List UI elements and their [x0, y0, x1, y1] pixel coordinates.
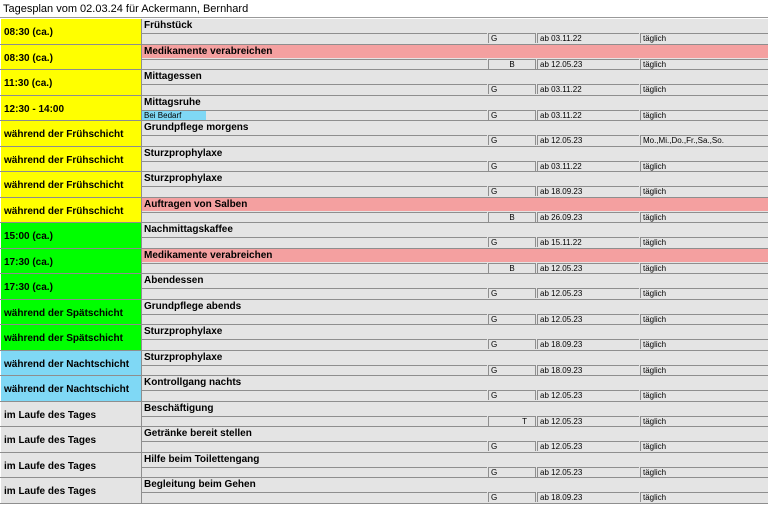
- code-cell: B: [488, 212, 536, 222]
- date-cell: ab 12.05.23: [537, 288, 639, 298]
- task-details: [142, 491, 768, 503]
- date-cell: ab 03.11.22: [537, 84, 639, 94]
- task-details: [142, 134, 768, 146]
- task-block: [142, 402, 768, 427]
- task-name: Sturzprophylaxe: [142, 147, 768, 160]
- frequency-cell: täglich: [640, 84, 768, 94]
- date-cell: ab 12.05.23: [537, 59, 639, 69]
- frequency-cell: täglich: [640, 110, 768, 120]
- time-slot: 15:00 (ca.): [1, 223, 142, 248]
- note-cell: [142, 237, 487, 247]
- note-cell: [142, 390, 487, 400]
- note-cell: [142, 135, 487, 145]
- task-block: [142, 325, 768, 350]
- task-block: [142, 45, 768, 70]
- task-details: [142, 58, 768, 70]
- task-name: Begleitung beim Gehen: [142, 478, 768, 491]
- task-details: [142, 211, 768, 223]
- code-cell: G: [488, 492, 536, 502]
- task-details: [142, 389, 768, 401]
- code-cell: G: [488, 161, 536, 171]
- date-cell: ab 12.05.23: [537, 416, 639, 426]
- task-block: [142, 453, 768, 478]
- task-block: [142, 223, 768, 248]
- task-block: [142, 300, 768, 325]
- code-cell: G: [488, 339, 536, 349]
- table-row[interactable]: [0, 249, 768, 275]
- task-name: Kontrollgang nachts: [142, 376, 768, 389]
- table-row[interactable]: [0, 402, 768, 428]
- frequency-cell: täglich: [640, 314, 768, 324]
- task-name: Sturzprophylaxe: [142, 172, 768, 185]
- code-cell: G: [488, 237, 536, 247]
- note-cell: [142, 339, 487, 349]
- task-name: Beschäftigung: [142, 402, 768, 415]
- code-cell: G: [488, 314, 536, 324]
- task-name: Nachmittagskaffee: [142, 223, 768, 236]
- table-row[interactable]: [0, 376, 768, 402]
- task-name: Abendessen: [142, 274, 768, 287]
- task-details: [142, 440, 768, 452]
- time-slot: während der Frühschicht: [1, 121, 142, 146]
- code-cell: G: [488, 288, 536, 298]
- table-row[interactable]: [0, 427, 768, 453]
- frequency-cell: täglich: [640, 416, 768, 426]
- task-details: [142, 236, 768, 248]
- date-cell: ab 03.11.22: [537, 33, 639, 43]
- task-name: Hilfe beim Toilettengang: [142, 453, 768, 466]
- table-row[interactable]: [0, 325, 768, 351]
- task-block: [142, 121, 768, 146]
- time-slot: im Laufe des Tages: [1, 453, 142, 478]
- task-details: [142, 466, 768, 478]
- frequency-cell: täglich: [640, 365, 768, 375]
- code-cell: G: [488, 467, 536, 477]
- table-row[interactable]: [0, 223, 768, 249]
- task-block: [142, 19, 768, 44]
- on-demand-badge: Bei Bedarf: [142, 111, 206, 120]
- date-cell: ab 12.05.23: [537, 263, 639, 273]
- code-cell: G: [488, 110, 536, 120]
- task-block: [142, 351, 768, 376]
- date-cell: ab 18.09.23: [537, 186, 639, 196]
- frequency-cell: täglich: [640, 288, 768, 298]
- task-block: [142, 478, 768, 503]
- task-details: [142, 313, 768, 325]
- task-block: [142, 249, 768, 274]
- task-details: [142, 415, 768, 427]
- table-row[interactable]: [0, 121, 768, 147]
- code-cell: G: [488, 33, 536, 43]
- time-slot: im Laufe des Tages: [1, 402, 142, 427]
- task-block: [142, 427, 768, 452]
- task-details: [142, 109, 768, 121]
- frequency-cell: täglich: [640, 339, 768, 349]
- task-details: [142, 83, 768, 95]
- frequency-cell: täglich: [640, 237, 768, 247]
- date-cell: ab 12.05.23: [537, 390, 639, 400]
- frequency-cell: Mo.,Mi.,Do.,Fr.,Sa.,So.: [640, 135, 768, 145]
- note-cell: [142, 492, 487, 502]
- time-slot: 08:30 (ca.): [1, 45, 142, 70]
- task-details: [142, 185, 768, 197]
- time-slot: im Laufe des Tages: [1, 478, 142, 503]
- task-name: Frühstück: [142, 19, 768, 32]
- frequency-cell: täglich: [640, 441, 768, 451]
- code-cell: G: [488, 135, 536, 145]
- code-cell: G: [488, 441, 536, 451]
- date-cell: ab 18.09.23: [537, 339, 639, 349]
- date-cell: ab 18.09.23: [537, 492, 639, 502]
- time-slot: während der Frühschicht: [1, 172, 142, 197]
- code-cell: B: [488, 59, 536, 69]
- time-slot: 17:30 (ca.): [1, 249, 142, 274]
- note-cell: [142, 110, 487, 120]
- frequency-cell: täglich: [640, 390, 768, 400]
- table-row[interactable]: [0, 351, 768, 377]
- date-cell: ab 12.05.23: [537, 314, 639, 324]
- table-row[interactable]: [0, 198, 768, 224]
- code-cell: G: [488, 365, 536, 375]
- note-cell: [142, 441, 487, 451]
- task-name: Sturzprophylaxe: [142, 351, 768, 364]
- time-slot: während der Spätschicht: [1, 300, 142, 325]
- date-cell: ab 12.05.23: [537, 467, 639, 477]
- time-slot: 17:30 (ca.): [1, 274, 142, 299]
- time-slot: im Laufe des Tages: [1, 427, 142, 452]
- task-block: [142, 198, 768, 223]
- task-name: Auftragen von Salben: [142, 198, 768, 211]
- task-block: [142, 96, 768, 121]
- task-name: Getränke bereit stellen: [142, 427, 768, 440]
- task-name: Mittagessen: [142, 70, 768, 83]
- note-cell: [142, 161, 487, 171]
- task-block: [142, 172, 768, 197]
- date-cell: ab 12.05.23: [537, 441, 639, 451]
- note-cell: [142, 59, 487, 69]
- task-block: [142, 274, 768, 299]
- task-block: [142, 70, 768, 95]
- task-name: Grundpflege morgens: [142, 121, 768, 134]
- task-details: [142, 262, 768, 274]
- date-cell: ab 03.11.22: [537, 161, 639, 171]
- window-title: Tagesplan vom 02.03.24 für Ackermann, Bernhard: [0, 0, 768, 18]
- table-row[interactable]: [0, 274, 768, 300]
- date-cell: ab 03.11.22: [537, 110, 639, 120]
- time-slot: während der Frühschicht: [1, 198, 142, 223]
- frequency-cell: täglich: [640, 33, 768, 43]
- table-row[interactable]: [0, 19, 768, 45]
- task-name: Medikamente verabreichen: [142, 249, 768, 262]
- code-cell: B: [488, 263, 536, 273]
- code-cell: G: [488, 84, 536, 94]
- table-row[interactable]: [0, 453, 768, 479]
- task-name: Grundpflege abends: [142, 300, 768, 313]
- task-block: [142, 376, 768, 401]
- task-details: [142, 364, 768, 376]
- task-details: [142, 160, 768, 172]
- note-cell: [142, 416, 487, 426]
- table-row[interactable]: [0, 70, 768, 96]
- frequency-cell: täglich: [640, 59, 768, 69]
- time-slot: 08:30 (ca.): [1, 19, 142, 44]
- frequency-cell: täglich: [640, 161, 768, 171]
- note-cell: [142, 212, 487, 222]
- note-cell: [142, 84, 487, 94]
- table-row[interactable]: [0, 172, 768, 198]
- time-slot: 11:30 (ca.): [1, 70, 142, 95]
- schedule-table: [0, 19, 768, 504]
- note-cell: [142, 288, 487, 298]
- task-details: [142, 338, 768, 350]
- code-cell: T: [488, 416, 536, 426]
- table-row[interactable]: [0, 147, 768, 173]
- table-row[interactable]: [0, 96, 768, 122]
- note-cell: [142, 314, 487, 324]
- frequency-cell: täglich: [640, 263, 768, 273]
- date-cell: ab 18.09.23: [537, 365, 639, 375]
- frequency-cell: täglich: [640, 492, 768, 502]
- time-slot: während der Spätschicht: [1, 325, 142, 350]
- table-row[interactable]: [0, 45, 768, 71]
- table-row[interactable]: [0, 478, 768, 504]
- table-row[interactable]: [0, 300, 768, 326]
- code-cell: G: [488, 390, 536, 400]
- time-slot: während der Nachtschicht: [1, 351, 142, 376]
- note-cell: [142, 186, 487, 196]
- time-slot: während der Nachtschicht: [1, 376, 142, 401]
- task-name: Sturzprophylaxe: [142, 325, 768, 338]
- frequency-cell: täglich: [640, 467, 768, 477]
- task-details: [142, 287, 768, 299]
- time-slot: 12:30 - 14:00: [1, 96, 142, 121]
- date-cell: ab 26.09.23: [537, 212, 639, 222]
- date-cell: ab 12.05.23: [537, 135, 639, 145]
- date-cell: ab 15.11.22: [537, 237, 639, 247]
- task-block: [142, 147, 768, 172]
- frequency-cell: täglich: [640, 186, 768, 196]
- note-cell: [142, 33, 487, 43]
- time-slot: während der Frühschicht: [1, 147, 142, 172]
- frequency-cell: täglich: [640, 212, 768, 222]
- note-cell: [142, 467, 487, 477]
- note-cell: [142, 365, 487, 375]
- code-cell: G: [488, 186, 536, 196]
- task-name: Medikamente verabreichen: [142, 45, 768, 58]
- task-details: [142, 32, 768, 44]
- task-name: Mittagsruhe: [142, 96, 768, 109]
- note-cell: [142, 263, 487, 273]
